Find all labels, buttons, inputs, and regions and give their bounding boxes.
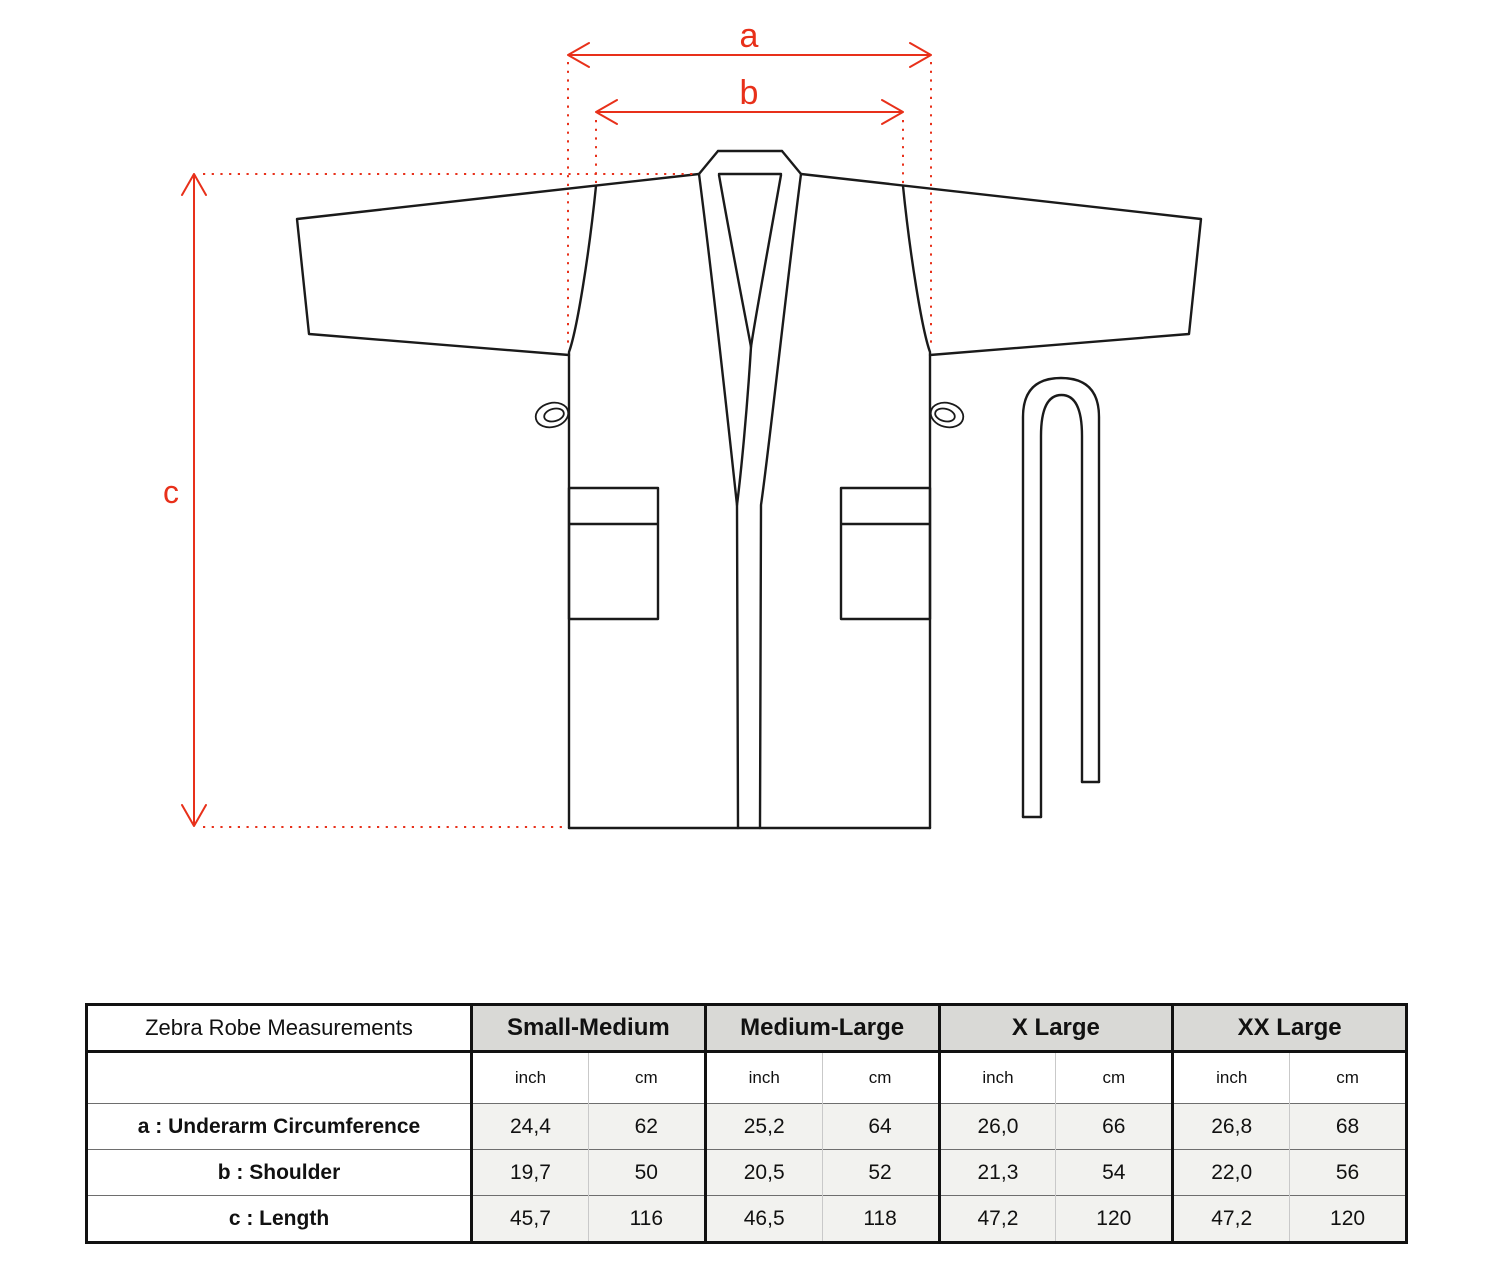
value-cell: 68: [1290, 1104, 1407, 1150]
right-sleeve: [801, 174, 1201, 355]
value-cell: 56: [1290, 1150, 1407, 1196]
unit-cell-inch: inch: [705, 1052, 822, 1104]
collar-band-right-outer: [760, 174, 801, 828]
belt-outer: [1023, 378, 1099, 817]
unit-cell-inch: inch: [472, 1052, 589, 1104]
value-cell: 118: [822, 1196, 939, 1243]
left-body-seam: [569, 186, 596, 828]
measurement-labels: [163, 17, 759, 510]
value-cell: 26,8: [1173, 1104, 1290, 1150]
row-length: [87, 1196, 1407, 1243]
unit-cell-cm: cm: [588, 1052, 705, 1104]
value-cell: 47,2: [1173, 1196, 1290, 1243]
value-cell: 46,5: [705, 1196, 822, 1243]
value-cell: 120: [1056, 1196, 1173, 1243]
value-cell: 26,0: [939, 1104, 1056, 1150]
unit-cell-cm: cm: [1056, 1052, 1173, 1104]
unit-cell-cm: cm: [822, 1052, 939, 1104]
right-tie-loop: [928, 399, 966, 430]
value-cell: 50: [588, 1150, 705, 1196]
left-sleeve: [297, 174, 699, 355]
left-tie-loop: [533, 399, 571, 430]
value-cell: 120: [1290, 1196, 1407, 1243]
row-label: b : Shoulder: [87, 1150, 472, 1196]
label-a: a: [739, 17, 759, 55]
label-c: c: [163, 474, 179, 510]
arrow-c: [182, 174, 206, 826]
collar-band-left-inner: [719, 175, 751, 505]
measurement-guides: [182, 43, 931, 827]
measurements-table-wrap: [85, 1003, 1408, 1244]
robe-outline-group: [297, 151, 1201, 828]
size-col-medium-large: Medium-Large: [705, 1005, 939, 1052]
value-cell: 47,2: [939, 1196, 1056, 1243]
value-cell: 116: [588, 1196, 705, 1243]
back-collar: [699, 151, 801, 174]
unit-cell-inch: inch: [939, 1052, 1056, 1104]
size-col-xx-large: XX Large: [1173, 1005, 1407, 1052]
row-shoulder: [87, 1150, 1407, 1196]
belt-inner: [1041, 395, 1082, 817]
unit-header-row: [87, 1052, 1407, 1104]
row-underarm-circumference: [87, 1104, 1407, 1150]
value-cell: 19,7: [472, 1150, 589, 1196]
value-cell: 66: [1056, 1104, 1173, 1150]
value-cell: 62: [588, 1104, 705, 1150]
value-cell: 25,2: [705, 1104, 822, 1150]
value-cell: 64: [822, 1104, 939, 1150]
size-col-x-large: X Large: [939, 1005, 1173, 1052]
row-label: a : Underarm Circumference: [87, 1104, 472, 1150]
empty-cell: [87, 1052, 472, 1104]
value-cell: 54: [1056, 1150, 1173, 1196]
value-cell: 52: [822, 1150, 939, 1196]
right-body-seam: [903, 186, 930, 828]
value-cell: 20,5: [705, 1150, 822, 1196]
size-header-row: [87, 1005, 1407, 1052]
row-label: c : Length: [87, 1196, 472, 1243]
value-cell: 21,3: [939, 1150, 1056, 1196]
size-col-small-medium: Small-Medium: [472, 1005, 706, 1052]
left-pocket: [569, 488, 658, 619]
label-b: b: [739, 74, 759, 112]
value-cell: 22,0: [1173, 1150, 1290, 1196]
value-cell: 24,4: [472, 1104, 589, 1150]
measurements-table: [85, 1003, 1408, 1244]
table-title: Zebra Robe Measurements: [87, 1005, 472, 1052]
right-pocket: [841, 488, 930, 619]
collar-band-left-outer: [699, 174, 738, 828]
unit-cell-inch: inch: [1173, 1052, 1290, 1104]
belt-end-caps: [1023, 782, 1099, 817]
value-cell: 45,7: [472, 1196, 589, 1243]
unit-cell-cm: cm: [1290, 1052, 1407, 1104]
collar-band-right-inner: [751, 175, 781, 347]
